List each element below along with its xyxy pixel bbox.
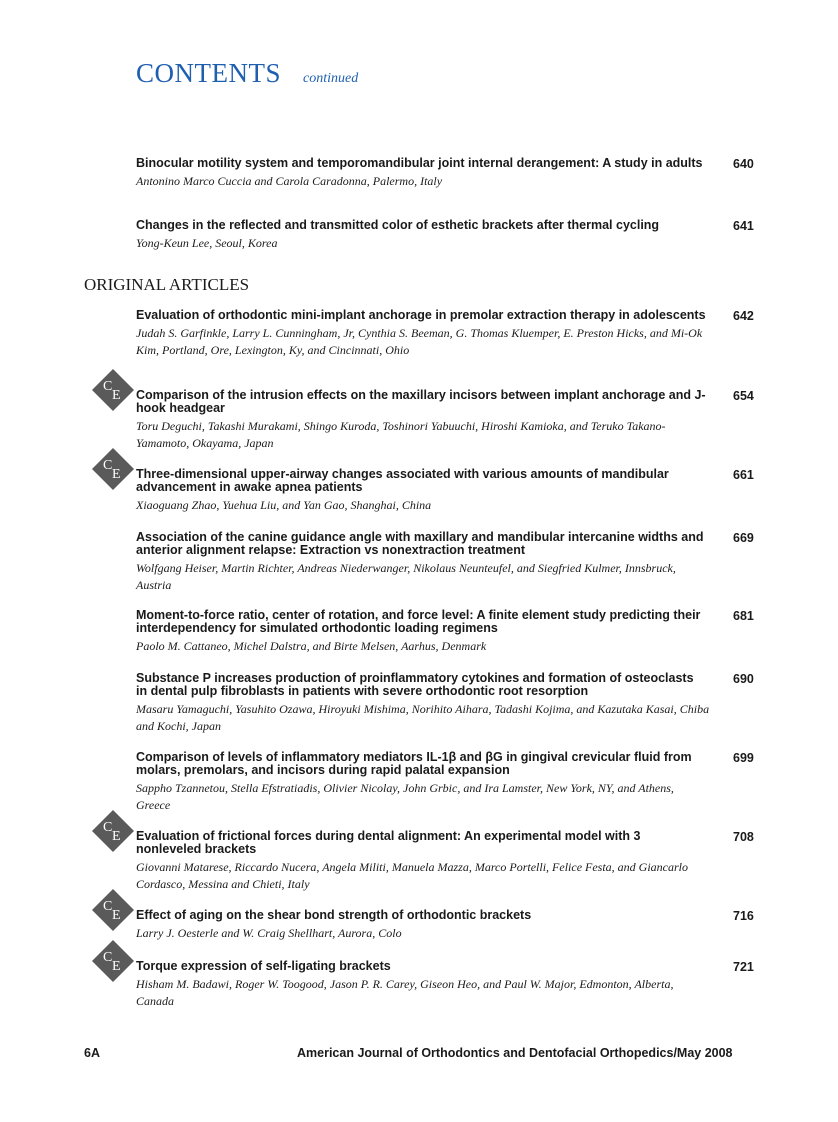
- svg-text:E: E: [112, 388, 121, 403]
- article-title[interactable]: Moment-to-force ratio, center of rotation, and force level: A finite element study predicting their interdependency for simulated orthodontic loading regimens: [136, 608, 701, 635]
- article-page-number: 669: [733, 531, 754, 545]
- svg-text:C: C: [103, 950, 113, 965]
- article-authors: Giovanni Matarese, Riccardo Nucera, Angela Militi, Manuela Mazza, Marco Portelli, Felice Festa, and Giancarlo Cordasco, Messina and Chieti, Italy: [136, 860, 689, 891]
- article-authors: Paolo M. Cattaneo, Michel Dalstra, and Birte Melsen, Aarhus, Denmark: [136, 639, 487, 653]
- toc-entry[interactable]: [103, 379, 754, 452]
- article-authors: Wolfgang Heiser, Martin Richter, Andreas Niederwanger, Nikolaus Neunteufel, and Siegfried Kulmer, Innsbruck, Austria: [136, 561, 676, 592]
- article-authors: Larry J. Oesterle and W. Craig Shellhart, Aurora, Colo: [136, 926, 402, 940]
- article-page-number: 708: [733, 830, 754, 844]
- toc-entry[interactable]: [136, 750, 754, 814]
- article-title[interactable]: Substance P increases production of proinflammatory cytokines and formation of osteoclasts in dental pulp fibroblasts in patients with severe orthodontic root resorption: [136, 671, 694, 698]
- article-page-number: 721: [733, 960, 754, 974]
- svg-text:C: C: [103, 899, 113, 914]
- article-title[interactable]: Binocular motility system and temporomandibular joint internal derangement: A study in adults: [136, 156, 703, 170]
- ce-credit-icon: [92, 940, 134, 982]
- toc-entry[interactable]: [136, 671, 754, 735]
- article-authors: Yong-Keun Lee, Seoul, Korea: [136, 236, 278, 250]
- toc-entry[interactable]: [103, 950, 754, 1010]
- article-title[interactable]: Evaluation of orthodontic mini-implant anchorage in premolar extraction therapy in adolescents: [136, 308, 706, 322]
- contents-subtitle: continued: [303, 71, 359, 86]
- toc-entry[interactable]: [136, 218, 754, 252]
- article-authors: Masaru Yamaguchi, Yasuhito Ozawa, Hiroyuki Mishima, Norihito Aihara, Tadashi Kojima, and Kazutaka Kasai, Chiba and Kochi, Japan: [136, 702, 710, 733]
- toc-entry[interactable]: [136, 530, 754, 594]
- svg-text:C: C: [103, 820, 113, 835]
- toc-entry[interactable]: [103, 899, 754, 942]
- article-page-number: 641: [733, 219, 754, 233]
- toc-entry[interactable]: [103, 820, 754, 893]
- ce-credit-icon: [92, 889, 134, 931]
- article-title[interactable]: Three-dimensional upper-airway changes associated with various amounts of mandibular advancement in awake apnea patients: [136, 467, 669, 494]
- article-authors: Xiaoguang Zhao, Yuehua Liu, and Yan Gao, Shanghai, China: [136, 498, 432, 512]
- ce-credit-icon: [92, 810, 134, 852]
- page-header: [136, 58, 358, 89]
- article-authors: Antonino Marco Cuccia and Carola Caradonna, Palermo, Italy: [136, 174, 443, 188]
- article-title[interactable]: Torque expression of self-ligating brackets: [136, 959, 391, 973]
- article-page-number: 716: [733, 909, 754, 923]
- article-authors: Hisham M. Badawi, Roger W. Toogood, Jason P. R. Carey, Giseon Heo, and Paul W. Major, Edmonton, Alberta, Canada: [136, 977, 674, 1008]
- article-title[interactable]: Association of the canine guidance angle with maxillary and mandibular intercanine widths and anterior alignment relapse: Extraction vs nonextraction treatment: [136, 530, 704, 557]
- article-title[interactable]: Changes in the reflected and transmitted color of esthetic brackets after thermal cycling: [136, 218, 660, 232]
- article-authors: Judah S. Garfinkle, Larry L. Cunningham, Jr, Cynthia S. Beeman, G. Thomas Kluemper, E. Preston Hicks, and Mi-Ok Kim, Portland, Ore, Lexington, Ky, and Cincinnati, Ohio: [136, 326, 703, 357]
- ce-credit-icon: [92, 369, 134, 411]
- toc-entry[interactable]: [103, 458, 754, 514]
- article-authors: Sappho Tzannetou, Stella Efstratiadis, Olivier Nicolay, John Grbic, and Ira Lamster, New York, NY, and Athens, Greece: [136, 781, 674, 812]
- svg-text:C: C: [103, 379, 113, 394]
- article-page-number: 690: [733, 672, 754, 686]
- section-heading: ORIGINAL ARTICLES: [84, 275, 250, 294]
- svg-text:E: E: [112, 908, 121, 923]
- ce-credit-icon: [92, 448, 134, 490]
- toc-entry[interactable]: [136, 308, 754, 359]
- article-page-number: 642: [733, 309, 754, 323]
- svg-text:C: C: [103, 458, 113, 473]
- svg-text:E: E: [112, 959, 121, 974]
- article-page-number: 699: [733, 751, 754, 765]
- article-page-number: 661: [733, 468, 754, 482]
- article-page-number: 654: [733, 389, 754, 403]
- article-title[interactable]: Effect of aging on the shear bond strength of orthodontic brackets: [136, 908, 532, 922]
- contents-title: CONTENTS: [136, 58, 281, 88]
- toc-entry[interactable]: [136, 608, 754, 655]
- article-title[interactable]: Comparison of the intrusion effects on the maxillary incisors between implant anchorage and J-hook headgear: [136, 388, 706, 415]
- article-page-number: 640: [733, 157, 754, 171]
- svg-text:E: E: [112, 829, 121, 844]
- svg-text:E: E: [112, 467, 121, 482]
- article-page-number: 681: [733, 609, 754, 623]
- toc-entry[interactable]: [136, 156, 754, 190]
- article-authors: Toru Deguchi, Takashi Murakami, Shingo Kuroda, Toshinori Yabuuchi, Hiroshi Kamioka, and Teruko Takano-Yamamoto, Okayama, Japan: [136, 419, 666, 450]
- article-title[interactable]: Evaluation of frictional forces during dental alignment: An experimental model with 3 nonleveled brackets: [136, 829, 641, 856]
- article-title[interactable]: Comparison of levels of inflammatory mediators IL-1β and βG in gingival crevicular fluid from molars, premolars, and incisors during rapid palatal expansion: [136, 750, 692, 777]
- footer-page-number: 6A: [84, 1046, 100, 1060]
- footer-journal: American Journal of Orthodontics and Dentofacial Orthopedics/May 2008: [297, 1046, 733, 1060]
